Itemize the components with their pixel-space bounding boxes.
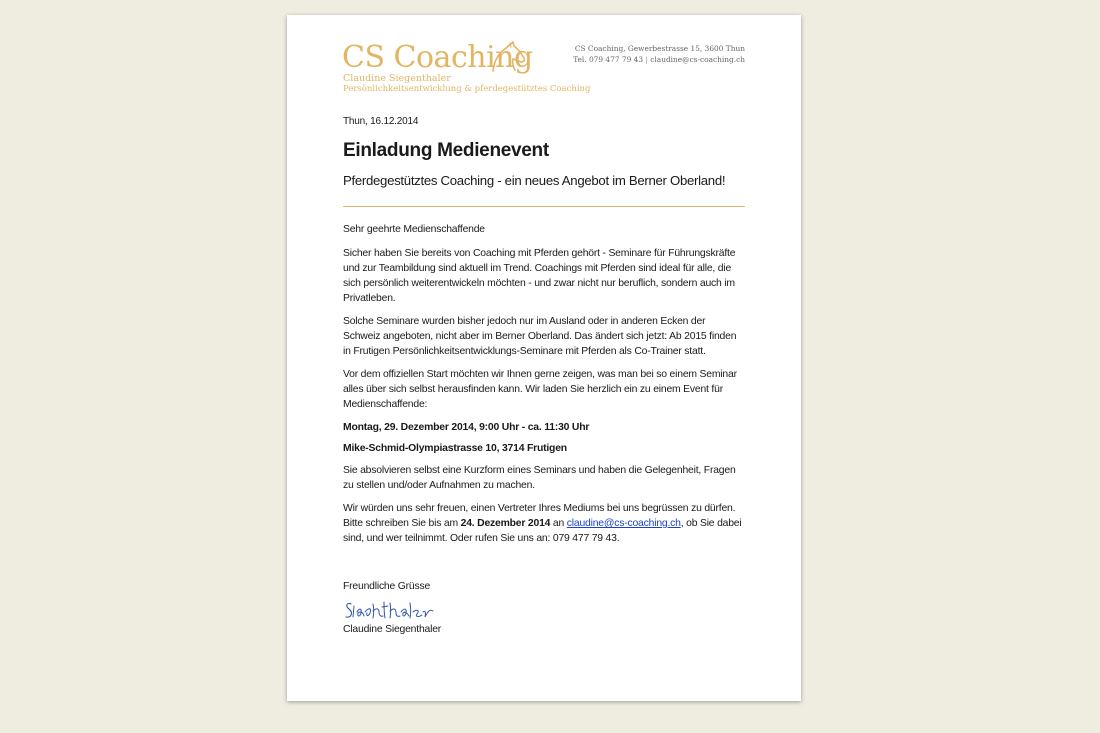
company-logo	[342, 40, 591, 100]
rsvp-deadline: 24. Dezember 2014	[460, 518, 551, 529]
event-datetime: Montag, 29. Dezember 2014, 9:00 Uhr - ca. 11:30 Uhr	[343, 422, 590, 433]
paragraph-background: Solche Seminare wurden bisher jedoch nur im Ausland oder in anderen Ecken der Schweiz angeboten, nicht aber im Berner Oberland. Das ändert sich jetzt: Ab 2015 finden in Frutigen Persönlichkeitsentwicklungs-Seminare mit Pferden als Co-Trainer statt.	[343, 316, 737, 357]
email-link[interactable]: claudine@cs-coaching.ch	[566, 518, 681, 529]
paragraph-invitation: Vor dem offiziellen Start möchten wir Ihnen gerne zeigen, was man bei so einem Seminar alles über sich selbst herausfinden kann. Wir laden Sie herzlich ein zu einem Event für Medienschaffende:	[343, 369, 737, 410]
sender-contact-line	[573, 54, 745, 65]
closing-greeting: Freundliche Grüsse	[343, 581, 431, 592]
rsvp-text-1: Wir würden uns sehr freuen, einen Vertreter Ihres Mediums bei uns begrüssen zu dürfen. Bitte schreiben Sie bis am	[343, 503, 736, 529]
letter-page	[287, 15, 801, 701]
paragraph-rsvp	[343, 501, 745, 546]
event-location: Mike-Schmid-Olympiastrasse 10, 3714 Frutigen	[343, 443, 567, 454]
sender-contact	[573, 43, 745, 65]
rsvp-text-3: , ob Sie dabei sind, und wer teilnimmt. Oder rufen Sie uns an: 079 477 79 43.	[343, 518, 742, 544]
signer-name: Claudine Siegenthaler	[343, 624, 442, 635]
rsvp-text-2: an	[550, 518, 567, 529]
horse-head-icon	[485, 40, 529, 76]
divider	[343, 206, 745, 207]
logo-tagline: Persönlichkeitsentwicklung & pferdegestütztes Coaching	[343, 84, 591, 94]
paragraph-intro: Sicher haben Sie bereits von Coaching mit Pferden gehört - Seminare für Führungskräfte und zur Teambildung sind aktuell im Trend. Coachings mit Pferden sind ideal für alle, die sich persönlich weiterentwickeln möchten - und zwar nicht nur beruflich, sondern auch im Privatleben.	[343, 248, 736, 304]
sender-email: claudine@cs-coaching.ch	[650, 55, 745, 64]
sender-separator: |	[645, 55, 648, 64]
letter-subtitle: Pferdegestütztes Coaching - ein neues Angebot im Berner Oberland!	[343, 173, 726, 188]
letter-body	[343, 115, 745, 637]
salutation: Sehr geehrte Medienschaffende	[343, 224, 485, 235]
logo-owner-name: Claudine Siegenthaler	[343, 73, 451, 84]
handwritten-signature	[343, 594, 443, 624]
paragraph-event-details: Sie absolvieren selbst eine Kurzform eines Seminars und haben die Gelegenheit, Fragen zu stellen und/oder Aufnahmen zu machen.	[343, 465, 736, 491]
letter-title: Einladung Medienevent	[343, 140, 549, 161]
sender-phone: Tel. 079 477 79 43	[573, 55, 644, 64]
sender-address: CS Coaching, Gewerbestrasse 15, 3600 Thun	[574, 44, 745, 53]
letter-date: Thun, 16.12.2014	[343, 116, 419, 127]
logo-title: CS Coaching	[342, 40, 533, 75]
